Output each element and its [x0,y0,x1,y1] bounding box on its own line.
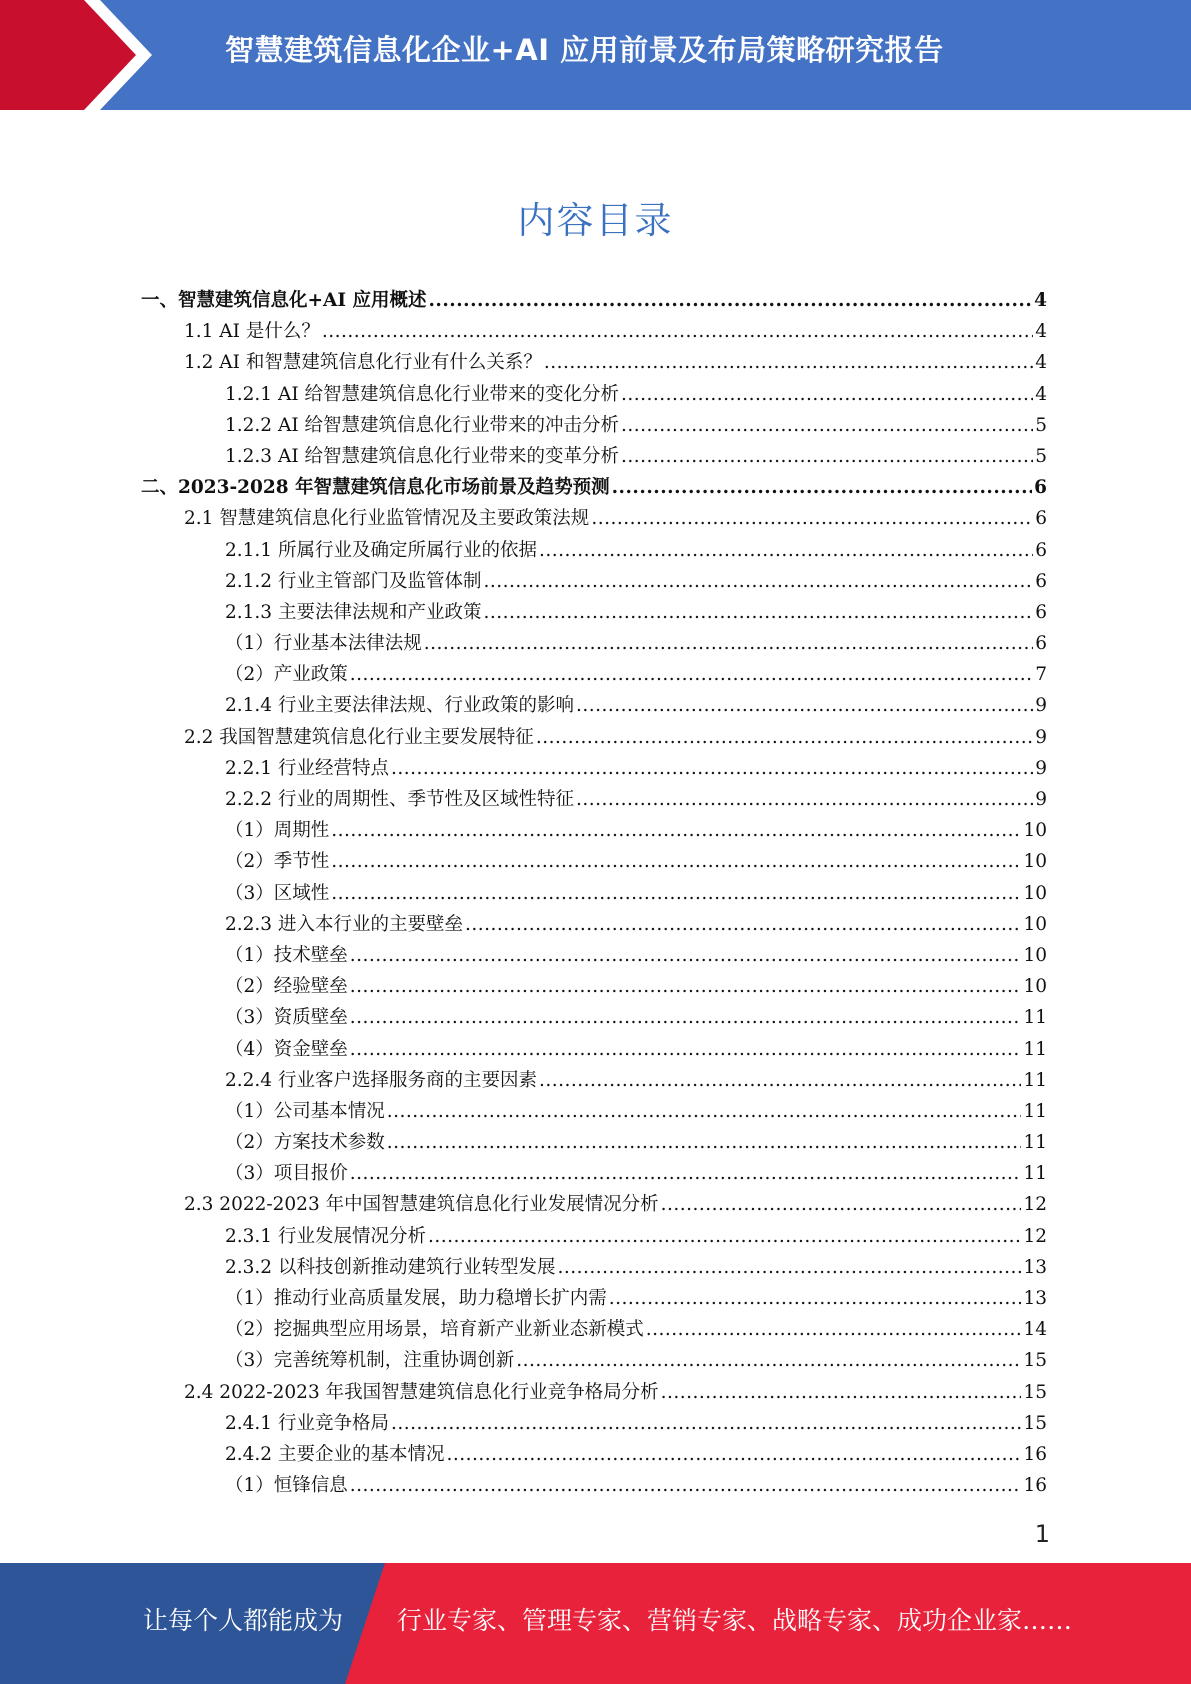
toc-entry-page: 13 [1023,1288,1047,1309]
toc-entry[interactable] [141,1408,1047,1439]
toc-entry-page: 7 [1035,664,1047,686]
toc-entry-label: （2）产业政策 [225,664,348,686]
toc-leader-dots [576,690,1033,721]
toc-leader-dots [331,846,1021,877]
toc-entry[interactable] [141,1189,1047,1220]
toc-heading: 内容目录 [517,199,674,242]
toc-entry-page: 5 [1035,445,1047,467]
toc-entry-page: 6 [1035,508,1047,530]
toc-entry-label: （2）经验壁垒 [225,976,348,998]
toc-entry-label: （2）方案技术参数 [225,1132,385,1154]
toc-entry-label: 2.1.2 行业主管部门及监管体制 [225,570,482,592]
toc-entry-label: 2.1.4 行业主要法律法规、行业政策的影响 [225,695,574,717]
toc-entry[interactable] [141,940,1047,971]
footer-banner [0,1563,1191,1684]
toc-entry-label: （1）公司基本情况 [225,1100,385,1122]
toc-leader-dots [350,1158,1022,1189]
toc-leader-dots [591,503,1033,534]
header-banner [0,0,1191,110]
toc-entry-label: 一、智慧建筑信息化+AI 应用概述 [141,290,427,311]
toc-leader-dots [322,316,1033,347]
toc-leader-dots [350,1034,1022,1065]
toc-leader-dots [483,597,1033,628]
toc-leader-dots [609,1283,1022,1314]
toc-entry-label: （2）挖掘典型应用场景，培育新产业新业态新模式 [225,1319,644,1341]
toc-entry-page: 4 [1035,352,1047,374]
toc-entry[interactable] [141,784,1047,815]
toc-leader-dots [465,909,1021,940]
toc-leader-dots [536,722,1033,753]
toc-entry-page: 12 [1023,1225,1047,1247]
toc-entry-page: 10 [1023,944,1047,966]
table-of-contents [141,285,1047,1501]
toc-leader-dots [350,1002,1022,1033]
toc-entry-page: 16 [1023,1443,1047,1465]
toc-entry[interactable] [141,1377,1047,1408]
toc-entry[interactable] [141,472,1047,503]
toc-entry[interactable] [141,410,1047,441]
toc-entry-label: 2.3.2 以科技创新推动建筑行业转型发展 [225,1256,556,1278]
toc-leader-dots [612,472,1033,503]
toc-entry-label: 2.2 我国智慧建筑信息化行业主要发展特征 [184,726,534,748]
toc-leader-dots [350,1470,1022,1501]
toc-leader-dots [661,1377,1022,1408]
toc-entry-page: 10 [1023,882,1047,904]
toc-entry-page: 10 [1023,851,1047,873]
toc-entry-page: 11 [1023,1069,1047,1091]
toc-entry-label: （1）行业基本法律法规 [225,633,422,655]
toc-entry-page: 9 [1035,726,1047,748]
toc-entry[interactable] [141,1314,1047,1345]
toc-entry[interactable] [141,566,1047,597]
toc-leader-dots [387,1096,1022,1127]
toc-entry[interactable] [141,1283,1047,1314]
toc-entry[interactable] [141,1158,1047,1189]
toc-entry-label: （1）技术壁垒 [225,944,348,966]
toc-entry[interactable] [141,1034,1047,1065]
toc-entry-label: 1.2.2 AI 给智慧建筑信息化行业带来的冲击分析 [225,414,620,436]
toc-entry-label: 1.2.3 AI 给智慧建筑信息化行业带来的变革分析 [225,445,620,467]
toc-leader-dots [387,1127,1022,1158]
toc-entry-label: （1）周期性 [225,820,330,842]
toc-entry-page: 11 [1023,1132,1047,1154]
toc-entry-label: （1）恒锋信息 [225,1475,348,1497]
toc-entry-page: 6 [1035,633,1047,655]
toc-leader-dots [428,1221,1021,1252]
toc-entry[interactable] [141,1252,1047,1283]
toc-entry[interactable] [141,971,1047,1002]
toc-entry[interactable] [141,878,1047,909]
toc-leader-dots [428,285,1032,316]
toc-leader-dots [391,753,1033,784]
toc-entry-page: 5 [1035,414,1047,436]
toc-leader-dots [516,1345,1021,1376]
toc-entry[interactable] [141,316,1047,347]
toc-entry-label: （4）资金壁垒 [225,1038,348,1060]
footer-slogan-left: 让每个人都能成为 [143,1606,344,1635]
toc-leader-dots [350,940,1022,971]
toc-entry-page: 11 [1023,1163,1047,1185]
toc-entry-label: 2.4.2 主要企业的基本情况 [225,1443,445,1465]
toc-entry[interactable] [141,347,1047,378]
toc-entry-label: （3）项目报价 [225,1163,348,1185]
report-title: 智慧建筑信息化企业+AI 应用前景及布局策略研究报告 [225,33,944,67]
toc-leader-dots [539,1065,1021,1096]
toc-leader-dots [621,441,1033,472]
toc-leader-dots [483,566,1033,597]
toc-leader-dots [646,1314,1022,1345]
toc-entry[interactable] [141,690,1047,721]
toc-entry-page: 16 [1023,1475,1047,1497]
page-number: 1 [1034,1520,1050,1548]
footer-slogan-right: 行业专家、管理专家、营销专家、战略专家、成功企业家…… [397,1606,1073,1635]
toc-entry-page: 15 [1023,1350,1047,1372]
toc-entry-page: 4 [1034,290,1047,311]
toc-entry-label: 2.1.1 所属行业及确定所属行业的依据 [225,539,537,561]
toc-entry-label: （3）区域性 [225,882,330,904]
toc-entry-label: 1.2.1 AI 给智慧建筑信息化行业带来的变化分析 [225,383,620,405]
toc-entry-page: 9 [1035,757,1047,779]
toc-entry[interactable] [141,1065,1047,1096]
toc-entry-page: 10 [1023,976,1047,998]
toc-entry-label: 1.2 AI 和智慧建筑信息化行业有什么关系？ [184,352,542,374]
toc-entry-label: （1）推动行业高质量发展，助力稳增长扩内需 [225,1288,607,1309]
toc-entry-page: 4 [1035,321,1047,343]
toc-entry-page: 9 [1035,695,1047,717]
toc-entry-page: 12 [1023,1194,1047,1216]
toc-entry-label: （2）季节性 [225,851,330,873]
toc-entry-page: 4 [1035,383,1047,405]
toc-entry[interactable] [141,659,1047,690]
toc-entry-page: 11 [1023,1038,1047,1060]
toc-entry-page: 6 [1034,477,1047,499]
toc-entry-page: 6 [1035,601,1047,623]
toc-leader-dots [621,410,1033,441]
toc-leader-dots [557,1252,1021,1283]
toc-entry[interactable] [141,1345,1047,1376]
toc-leader-dots [621,379,1033,410]
toc-entry[interactable] [141,815,1047,846]
toc-entry[interactable] [141,285,1047,316]
toc-entry-page: 13 [1023,1256,1047,1278]
toc-entry-page: 15 [1023,1381,1047,1403]
toc-entry-page: 9 [1035,789,1047,810]
toc-entry-label: 2.2.2 行业的周期性、季节性及区域性特征 [225,789,574,810]
toc-leader-dots [424,628,1033,659]
toc-entry[interactable] [141,441,1047,472]
header-chevron-shape [0,0,160,110]
toc-leader-dots [331,815,1021,846]
toc-entry-label: 2.2.3 进入本行业的主要壁垒 [225,913,463,935]
toc-entry-page: 11 [1023,1007,1047,1029]
toc-entry[interactable] [141,846,1047,877]
toc-entry[interactable] [141,909,1047,940]
toc-leader-dots [544,347,1033,378]
toc-entry-label: 2.1 智慧建筑信息化行业监管情况及主要政策法规 [184,508,590,530]
toc-leader-dots [350,971,1022,1002]
toc-entry-page: 6 [1035,570,1047,592]
toc-entry[interactable] [141,535,1047,566]
toc-entry[interactable] [141,1127,1047,1158]
toc-entry-page: 6 [1035,539,1047,561]
toc-entry-page: 10 [1023,913,1047,935]
toc-entry-label: 2.2.1 行业经营特点 [225,757,389,779]
toc-entry-page: 10 [1023,820,1047,842]
toc-entry-label: （3）资质壁垒 [225,1007,348,1029]
toc-entry-label: 2.3.1 行业发展情况分析 [225,1225,426,1247]
toc-entry[interactable] [141,1470,1047,1501]
toc-leader-dots [391,1408,1021,1439]
toc-entry[interactable] [141,722,1047,753]
toc-entry-label: 2.4 2022-2023 年我国智慧建筑信息化行业竞争格局分析 [184,1381,659,1403]
toc-entry[interactable] [141,628,1047,659]
toc-leader-dots [539,535,1033,566]
toc-leader-dots [446,1439,1021,1470]
toc-entry-label: 二、2023-2028 年智慧建筑信息化市场前景及趋势预测 [141,477,610,499]
toc-entry[interactable] [141,597,1047,628]
toc-entry-page: 15 [1023,1412,1047,1434]
toc-entry[interactable] [141,379,1047,410]
toc-leader-dots [576,784,1033,815]
toc-leader-dots [661,1189,1022,1220]
toc-entry-label: 2.2.4 行业客户选择服务商的主要因素 [225,1069,537,1091]
toc-entry[interactable] [141,1002,1047,1033]
toc-entry[interactable] [141,753,1047,784]
toc-entry-page: 11 [1023,1100,1047,1122]
toc-entry[interactable] [141,1221,1047,1252]
toc-entry-label: （3）完善统筹机制，注重协调创新 [225,1350,515,1372]
toc-leader-dots [350,659,1033,690]
toc-entry-label: 2.4.1 行业竞争格局 [225,1412,389,1434]
toc-entry[interactable] [141,503,1047,534]
toc-entry[interactable] [141,1439,1047,1470]
toc-entry-label: 1.1 AI 是什么？ [184,321,320,343]
toc-entry-label: 2.1.3 主要法律法规和产业政策 [225,601,482,623]
toc-entry-page: 14 [1023,1319,1047,1341]
toc-entry-label: 2.3 2022-2023 年中国智慧建筑信息化行业发展情况分析 [184,1194,659,1216]
toc-entry[interactable] [141,1096,1047,1127]
toc-leader-dots [331,878,1021,909]
